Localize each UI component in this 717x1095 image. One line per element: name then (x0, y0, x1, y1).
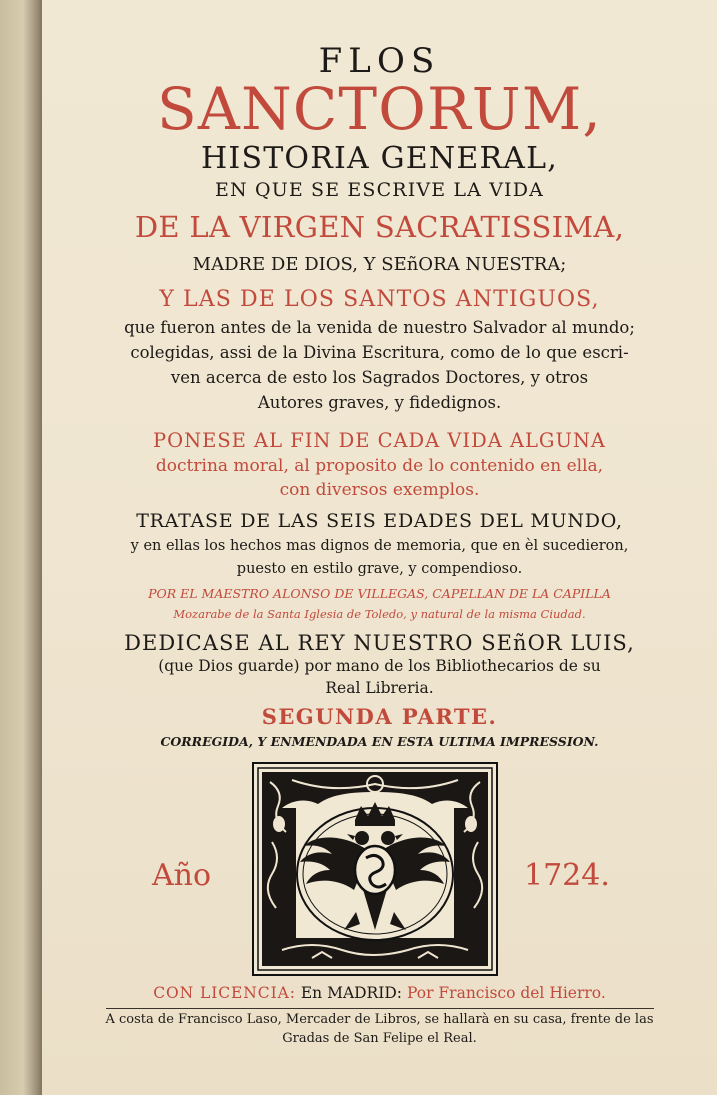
license-label: CON LICENCIA: (153, 984, 296, 1002)
imprint-line-2: Gradas de San Felipe el Real. (282, 1031, 477, 1046)
body-line-2: colegidas, assi de la Divina Escritura, como de lo que escri- (130, 343, 629, 362)
license-line (42, 986, 717, 1002)
license-place: En MADRID: (300, 984, 403, 1002)
line-madre-de-dios: MADRE DE DIOS, Y SEñORA NUESTRA; (192, 254, 567, 275)
line-ponese: PONESE AL FIN DE CADA VIDA ALGUNA (153, 429, 606, 452)
line-author: POR EL MAESTRO ALONSO DE VILLEGAS, CAPELLAN DE LA CAPILLA (148, 586, 611, 601)
printers-woodcut (252, 762, 498, 976)
line-tratase: TRATASE DE LAS SEIS EDADES DEL MUNDO, (136, 510, 623, 532)
title-page (42, 0, 717, 1095)
double-headed-eagle-emblem-icon (252, 762, 498, 976)
line-corregida: CORREGIDA, Y ENMENDADA EN ESTA ULTIMA IMPRESSION. (160, 734, 599, 749)
imprint-rule (106, 1008, 654, 1009)
subtitle-historia-general: HISTORIA GENERAL, (201, 141, 558, 176)
license-printer: Por Francisco del Hierro. (406, 984, 606, 1002)
line-diversos-exemplos: con diversos exemplos. (279, 480, 480, 500)
line-en-que-se-escrive: EN QUE SE ESCRIVE LA VIDA (215, 179, 544, 201)
title-sanctorum: SANCTORUM, (157, 75, 602, 143)
line-santos-antiguos: Y LAS DE LOS SANTOS ANTIGUOS, (159, 287, 600, 312)
line-segunda-parte: SEGUNDA PARTE. (261, 704, 498, 729)
body-line-1: que fueron antes de la venida de nuestro Salvador al mundo; (124, 318, 635, 337)
body-line-4: Autores graves, y fidedignos. (257, 393, 502, 412)
imprint-line-1: A costa de Francisco Laso, Mercader de Libros, se hallarà en su casa, frente de las (105, 1012, 654, 1027)
year-label: Año (152, 858, 212, 893)
line-hechos-dignos: y en ellas los hechos mas dignos de memoria, que en èl sucedieron, (130, 538, 629, 554)
line-author-2: Mozarabe de la Santa Iglesia de Toledo, y natural de la misma Ciudad. (173, 607, 586, 621)
year-value: 1724. (524, 858, 610, 893)
line-real-libreria: Real Libreria. (325, 679, 434, 697)
line-dedicase: DEDICASE AL REY NUESTRO SEñOR LUIS, (124, 631, 635, 655)
book-gutter (0, 0, 42, 1095)
line-virgen-sacratissima: DE LA VIRGEN SACRATISSIMA, (134, 210, 625, 244)
line-bibliothecarios: (que Dios guarde) por mano de los Bibliothecarios de su (158, 657, 601, 675)
body-line-3: ven acerca de esto los Sagrados Doctores, y otros (170, 368, 589, 387)
line-doctrina-moral: doctrina moral, al proposito de lo contenido en ella, (155, 456, 604, 476)
line-estilo-grave: puesto en estilo grave, y compendioso. (236, 561, 523, 577)
title-flos: FLOS (318, 41, 441, 81)
